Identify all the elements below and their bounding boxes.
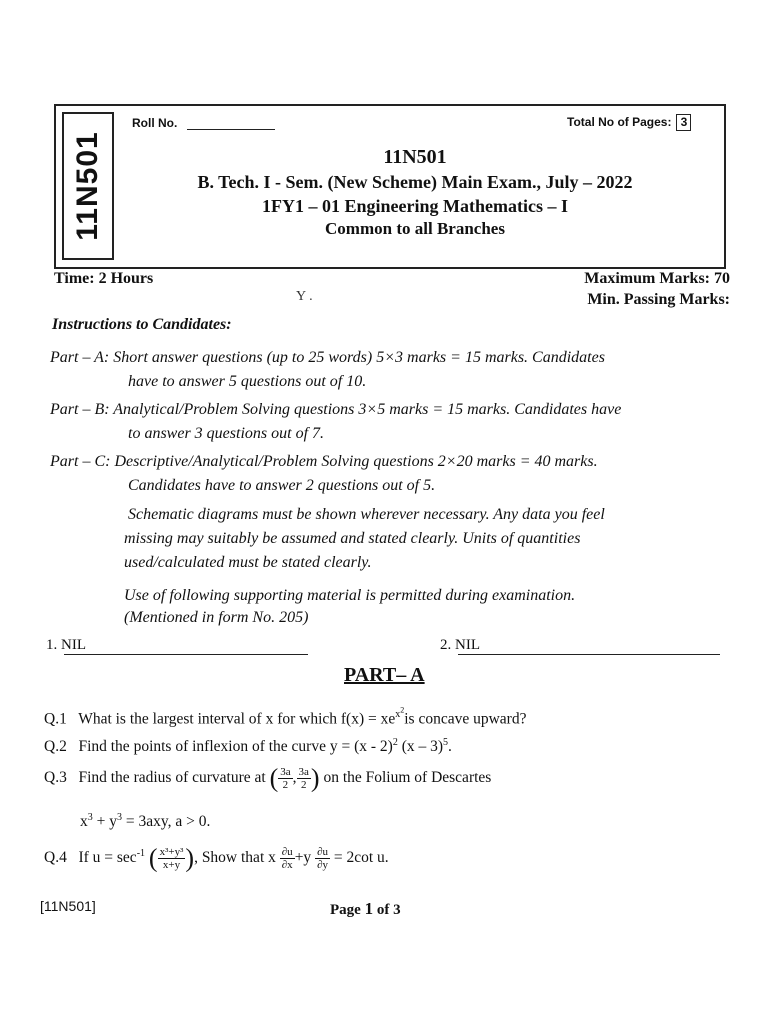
question-2-text-a: Find the points of inflexion of the curve y = (x - 2) [78, 738, 393, 756]
question-2-sup-2: 5 [443, 737, 449, 748]
instruction-material-line1: Use of following supporting material is permitted during examination. [124, 587, 576, 604]
total-pages-label: Total No of Pages: [567, 115, 672, 129]
total-pages [567, 114, 691, 131]
material-item-1-number: 1. [46, 637, 58, 653]
question-4-partial-x: $\frac{\partial u}{\partial x}$ [281, 846, 293, 871]
question-3-text-a: Find the radius of curvature at [78, 769, 266, 787]
question-1-tail: is concave upward? [404, 710, 527, 728]
roll-no-label: Roll No. [132, 116, 178, 130]
stray-pen-mark: Y . [296, 289, 313, 304]
question-3: Q.3 Find the radius of curvature at ( $\frac{3a}{2}$ , $\frac{3a}{2}$ ) on the Folium of Descartes [44, 763, 492, 793]
roll-no-field[interactable] [187, 129, 275, 130]
footer-paper-code: [11N501] [40, 898, 96, 914]
question-3-equation: $x^3 + y^3 = 3axy$, a > 0. [80, 812, 211, 831]
question-3-label: Q.3 [44, 769, 67, 787]
question-2 [44, 737, 452, 756]
question-1-exp-sup: 2 [400, 706, 405, 715]
material-item-2-line [458, 654, 720, 655]
question-2-label: Q.2 [44, 738, 67, 756]
maximum-marks: Maximum Marks: 70 [584, 270, 730, 287]
question-4-text-b: , Show that x [194, 849, 276, 867]
instruction-material-line2: (Mentioned in form No. 205) [124, 609, 309, 626]
paper-code: 11N501 [383, 146, 447, 168]
question-4-text-a: If u = sec [78, 849, 137, 867]
question-4-partial-y: $\frac{\partial u}{\partial y}$ [317, 846, 328, 871]
time-allowed: Time: 2 Hours [54, 270, 154, 287]
question-4-text-c: = 2cot u. [333, 849, 389, 867]
question-4: Q.4 If $u = \sec^{-1}$ ( $\frac{\text{x³+y³}}{x+y}$ ), Show that x $\frac{\partial u}{\partial x}$ +y $\frac{\partial u}{\partial y}$ = 2cot u. [44, 843, 389, 873]
question-1-label: Q.1 [44, 710, 67, 728]
question-4-label: Q.4 [44, 849, 67, 867]
question-1-text: What is the largest interval of x for which f(x) = xe [78, 710, 396, 728]
question-2-text-b: (x – 3) [397, 738, 444, 756]
total-pages-value: 3 [676, 114, 691, 131]
instruction-schematic-line1: Schematic diagrams must be shown wherever necessary. Any data you feel [128, 506, 605, 523]
material-item-1-value: NIL [61, 637, 86, 653]
question-3-text-b: on the Folium of Descartes [323, 769, 492, 787]
question-2-sup-1: 2 [392, 737, 398, 748]
page-number: Page 1 of 3 [330, 899, 401, 918]
instruction-schematic-line3: used/calculated must be stated clearly. [124, 554, 372, 571]
instruction-part-a-line2: have to answer 5 questions out of 10. [128, 373, 367, 390]
instruction-part-c-line2: Candidates have to answer 2 questions out of 5. [128, 477, 436, 494]
material-item-2-number: 2. [440, 637, 452, 653]
question-1-exp-base: x [395, 709, 401, 721]
material-item-2-value: NIL [455, 637, 480, 653]
subject-title: 1FY1 – 01 Engineering Mathematics – I [262, 196, 568, 216]
question-4-fraction: $\frac{\text{x³+y³}}{x+y}$ [159, 846, 184, 871]
instructions-heading: Instructions to Candidates: [52, 316, 232, 333]
material-item-2 [440, 637, 480, 654]
part-a-title: PART– A [344, 664, 425, 686]
min-passing-marks: Min. Passing Marks: [587, 291, 730, 308]
instruction-part-c-line1: Part – C: Descriptive/Analytical/Problem Solving questions 2×20 marks = 40 marks. [50, 453, 598, 470]
paper-code-vertical: 11N501 [71, 131, 104, 241]
question-1 [44, 706, 526, 728]
instruction-schematic-line2: missing may suitably be assumed and stated clearly. Units of quantities [124, 530, 581, 547]
branches-line: Common to all Branches [325, 219, 505, 238]
instruction-part-b-line1: Part – B: Analytical/Problem Solving questions 3×5 marks = 15 marks. Candidates have [50, 401, 622, 418]
exam-title: B. Tech. I - Sem. (New Scheme) Main Exam., July – 2022 [197, 172, 633, 192]
instruction-part-a-line1: Part – A: Short answer questions (up to 25 words) 5×3 marks = 15 marks. Candidates [50, 349, 605, 366]
question-2-text-c: . [448, 738, 452, 756]
instruction-part-b-line2: to answer 3 questions out of 7. [128, 425, 325, 442]
material-item-1 [46, 637, 86, 654]
material-item-1-line [64, 654, 308, 655]
question-3-fraction-1: $\frac{3a}{2}$ [280, 766, 291, 791]
question-3-fraction-2: $\frac{3a}{2}$ [298, 766, 309, 791]
